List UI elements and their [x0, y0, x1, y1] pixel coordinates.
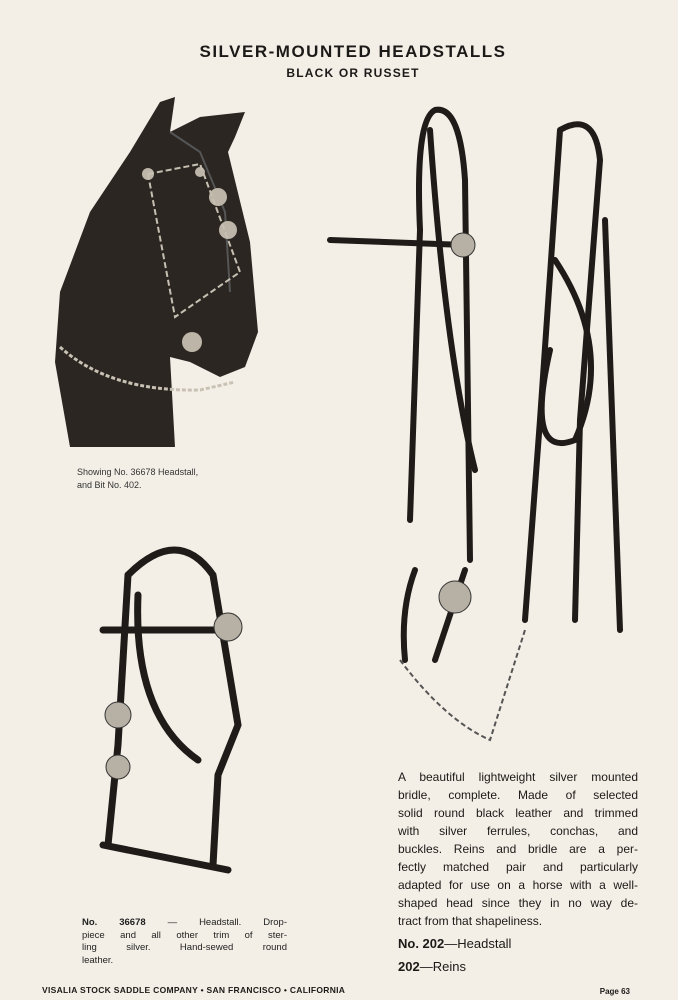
description-line: solid round black leather and trimmed: [398, 806, 638, 820]
product-label: —Reins: [419, 959, 466, 974]
title-text: SILVER-MOUNTED HEADSTALLS: [199, 42, 507, 61]
product-label: —Headstall: [444, 936, 512, 951]
description-line: buckles. Reins and bridle are a per-: [398, 842, 638, 856]
description-line: tract from that shapeliness.: [398, 914, 543, 928]
description-line: fectly matched pair and particularly: [398, 860, 638, 874]
caption-line: [82, 917, 287, 930]
subtitle-text: BLACK OR RUSSET: [286, 66, 420, 80]
bridle-202-description: [398, 768, 638, 930]
product-number: No. 202: [398, 936, 445, 951]
product-number: 202: [398, 959, 420, 974]
page-subtitle: [0, 66, 678, 80]
footer-company: VISALIA STOCK SADDLE COMPANY • SAN FRANCISCO • CALIFORNIA: [42, 985, 346, 995]
caption-line: and Bit No. 402.: [77, 480, 142, 490]
headstall-36678-caption: [82, 917, 287, 967]
page-title: [0, 42, 678, 62]
item-reins-202: [398, 959, 466, 975]
caption-line: piece and all other trim of ster-: [82, 929, 287, 941]
description-line: A beautiful lightweight silver mounted: [398, 770, 638, 784]
caption-line: ling silver. Hand-sewed round: [82, 942, 287, 953]
headstall-36678-illustration: [88, 535, 248, 905]
caption-line: leather.: [82, 954, 114, 966]
description-line: adapted for use on a horse with a well-: [398, 878, 638, 892]
page-number: Page 63: [599, 987, 630, 996]
description-line: shaped head since they in no way de-: [398, 896, 638, 910]
bridle-202-illustration: [325, 100, 635, 750]
description-line: bridle, complete. Made of selected: [398, 788, 638, 802]
horse-photo-caption: [77, 466, 198, 492]
caption-line: Showing No. 36678 Headstall,: [77, 467, 199, 477]
product-number: No. 36678: [82, 917, 146, 928]
item-headstall-202: [398, 936, 511, 952]
description-line: with silver ferrules, conchas, and: [398, 824, 638, 838]
caption-text: — Headstall. Drop-: [167, 917, 288, 928]
horse-head-photo: [50, 92, 265, 457]
